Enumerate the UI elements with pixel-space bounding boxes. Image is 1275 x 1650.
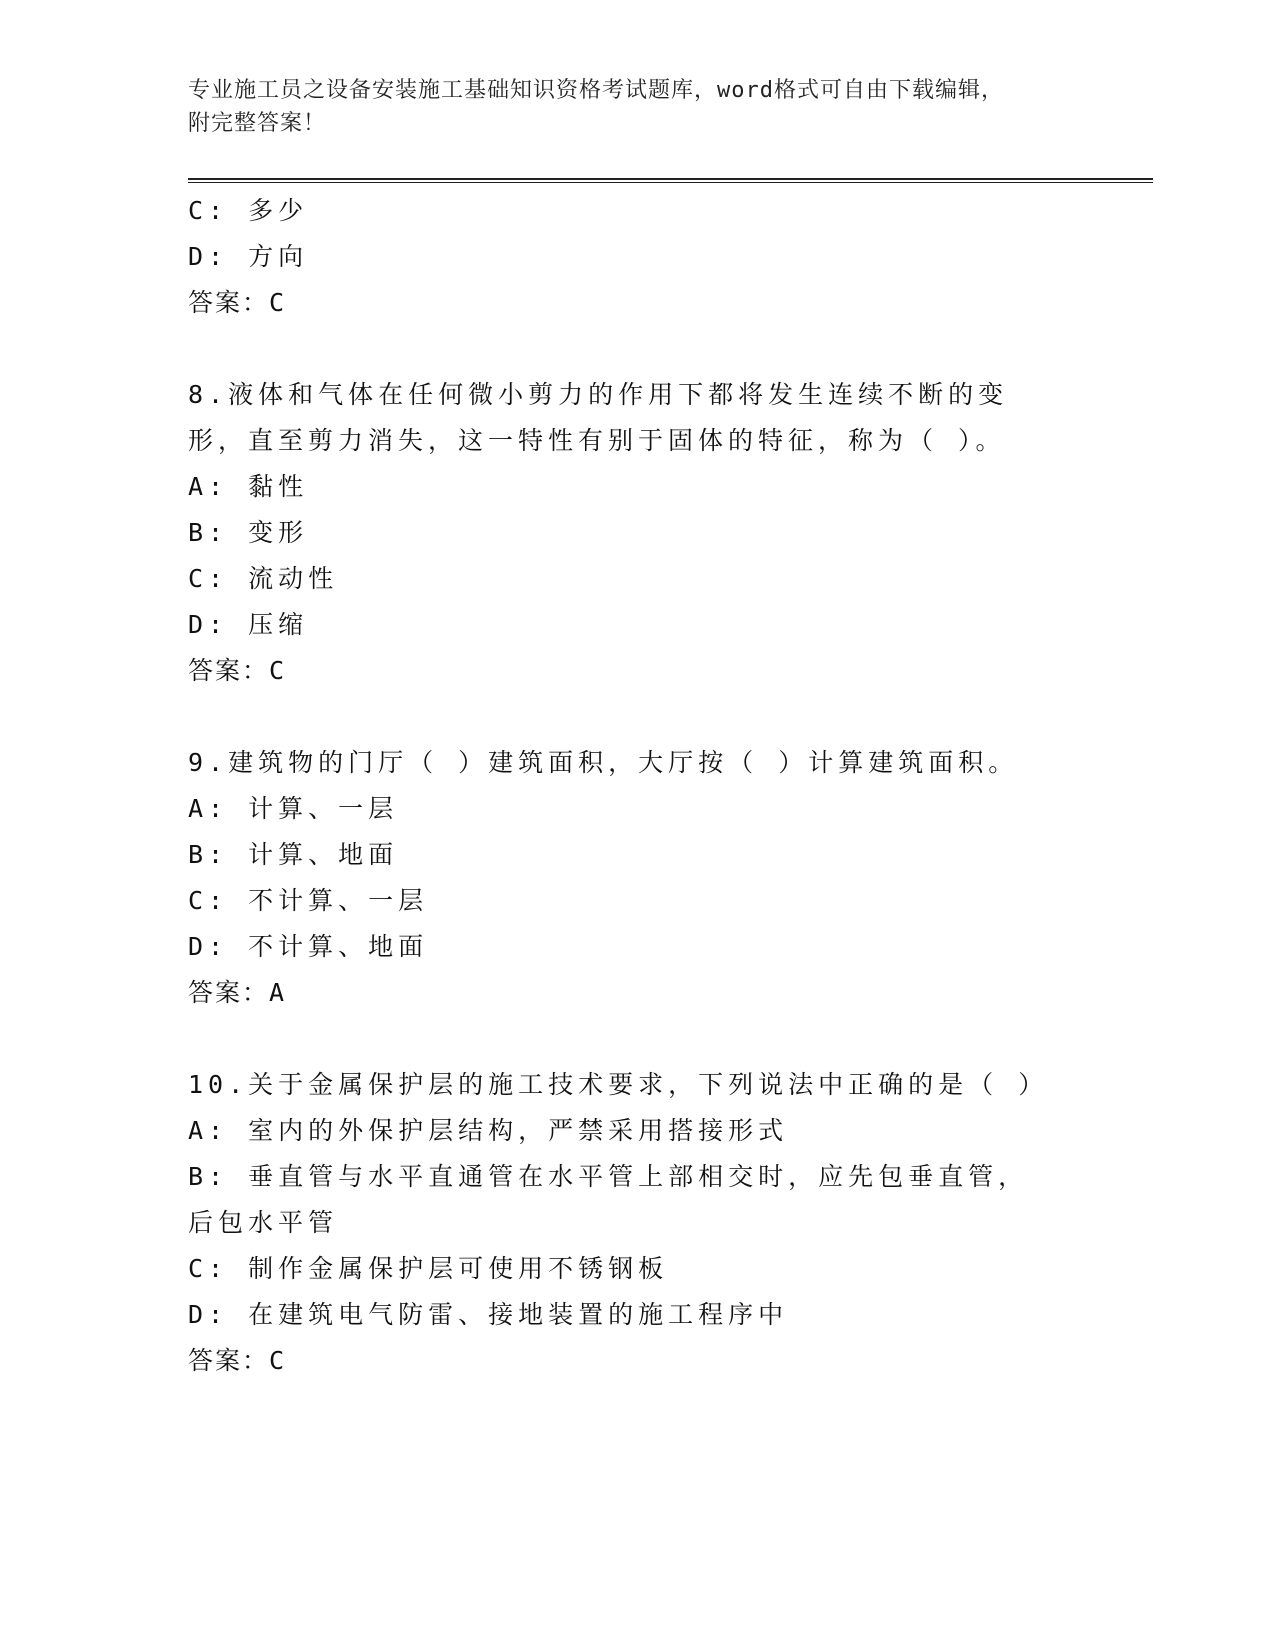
answer-line [188,648,1088,694]
option-d: D: 在建筑电气防雷、接地装置的施工程序中 [188,1300,789,1329]
answer-label: 答案： [188,656,270,685]
answer-label: 答案： [188,978,270,1007]
option-c: C: 流动性 [188,564,339,593]
option-a: A: 计算、一层 [188,794,399,823]
option-a: A: 室内的外保护层结构，严禁采用搭接形式 [188,1116,789,1145]
answer-value: C [269,1346,287,1375]
answer-label: 答案： [188,288,270,317]
answer-line [188,970,1088,1016]
question-stem: 10.关于金属保护层的施工技术要求，下列说法中正确的是（ ） [188,1070,1049,1099]
answer-line [188,1338,1088,1384]
header-divider [188,178,1153,183]
option-d: D: 不计算、地面 [188,932,429,961]
header-line-2: 附完整答案！ [188,111,327,136]
answer-value: A [269,978,287,1007]
question-10 [188,1062,1088,1384]
option-b: B: 垂直管与水平直通管在水平管上部相交时，应先包垂直管，后包水平管 [188,1162,1029,1237]
answer-label: 答案： [188,1346,270,1375]
document-header [188,74,1088,140]
option-c: C: 多少 [188,196,309,225]
question-stem: 8.液体和气体在任何微小剪力的作用下都将发生连续不断的变形，直至剪力消失，这一特性有别于固体的特征，称为（ ）。 [188,380,1009,455]
question-list [188,188,1088,1384]
question-8 [188,372,1088,694]
answer-line [188,280,1088,326]
option-c: C: 制作金属保护层可使用不锈钢板 [188,1254,669,1283]
option-c: C: 不计算、一层 [188,886,429,915]
option-b: B: 变形 [188,518,309,547]
header-line-1: 专业施工员之设备安装施工基础知识资格考试题库，word格式可自由下载编辑， [188,78,1004,103]
option-b: B: 计算、地面 [188,840,399,869]
option-a: A: 黏性 [188,472,309,501]
question-9 [188,740,1088,1016]
answer-value: C [269,656,287,685]
option-d: D: 方向 [188,242,309,271]
option-d: D: 压缩 [188,610,309,639]
answer-value: C [269,288,287,317]
question-stem: 9.建筑物的门厅（ ）建筑面积，大厅按（ ）计算建筑面积。 [188,748,1019,777]
question-7-continued [188,188,1088,326]
